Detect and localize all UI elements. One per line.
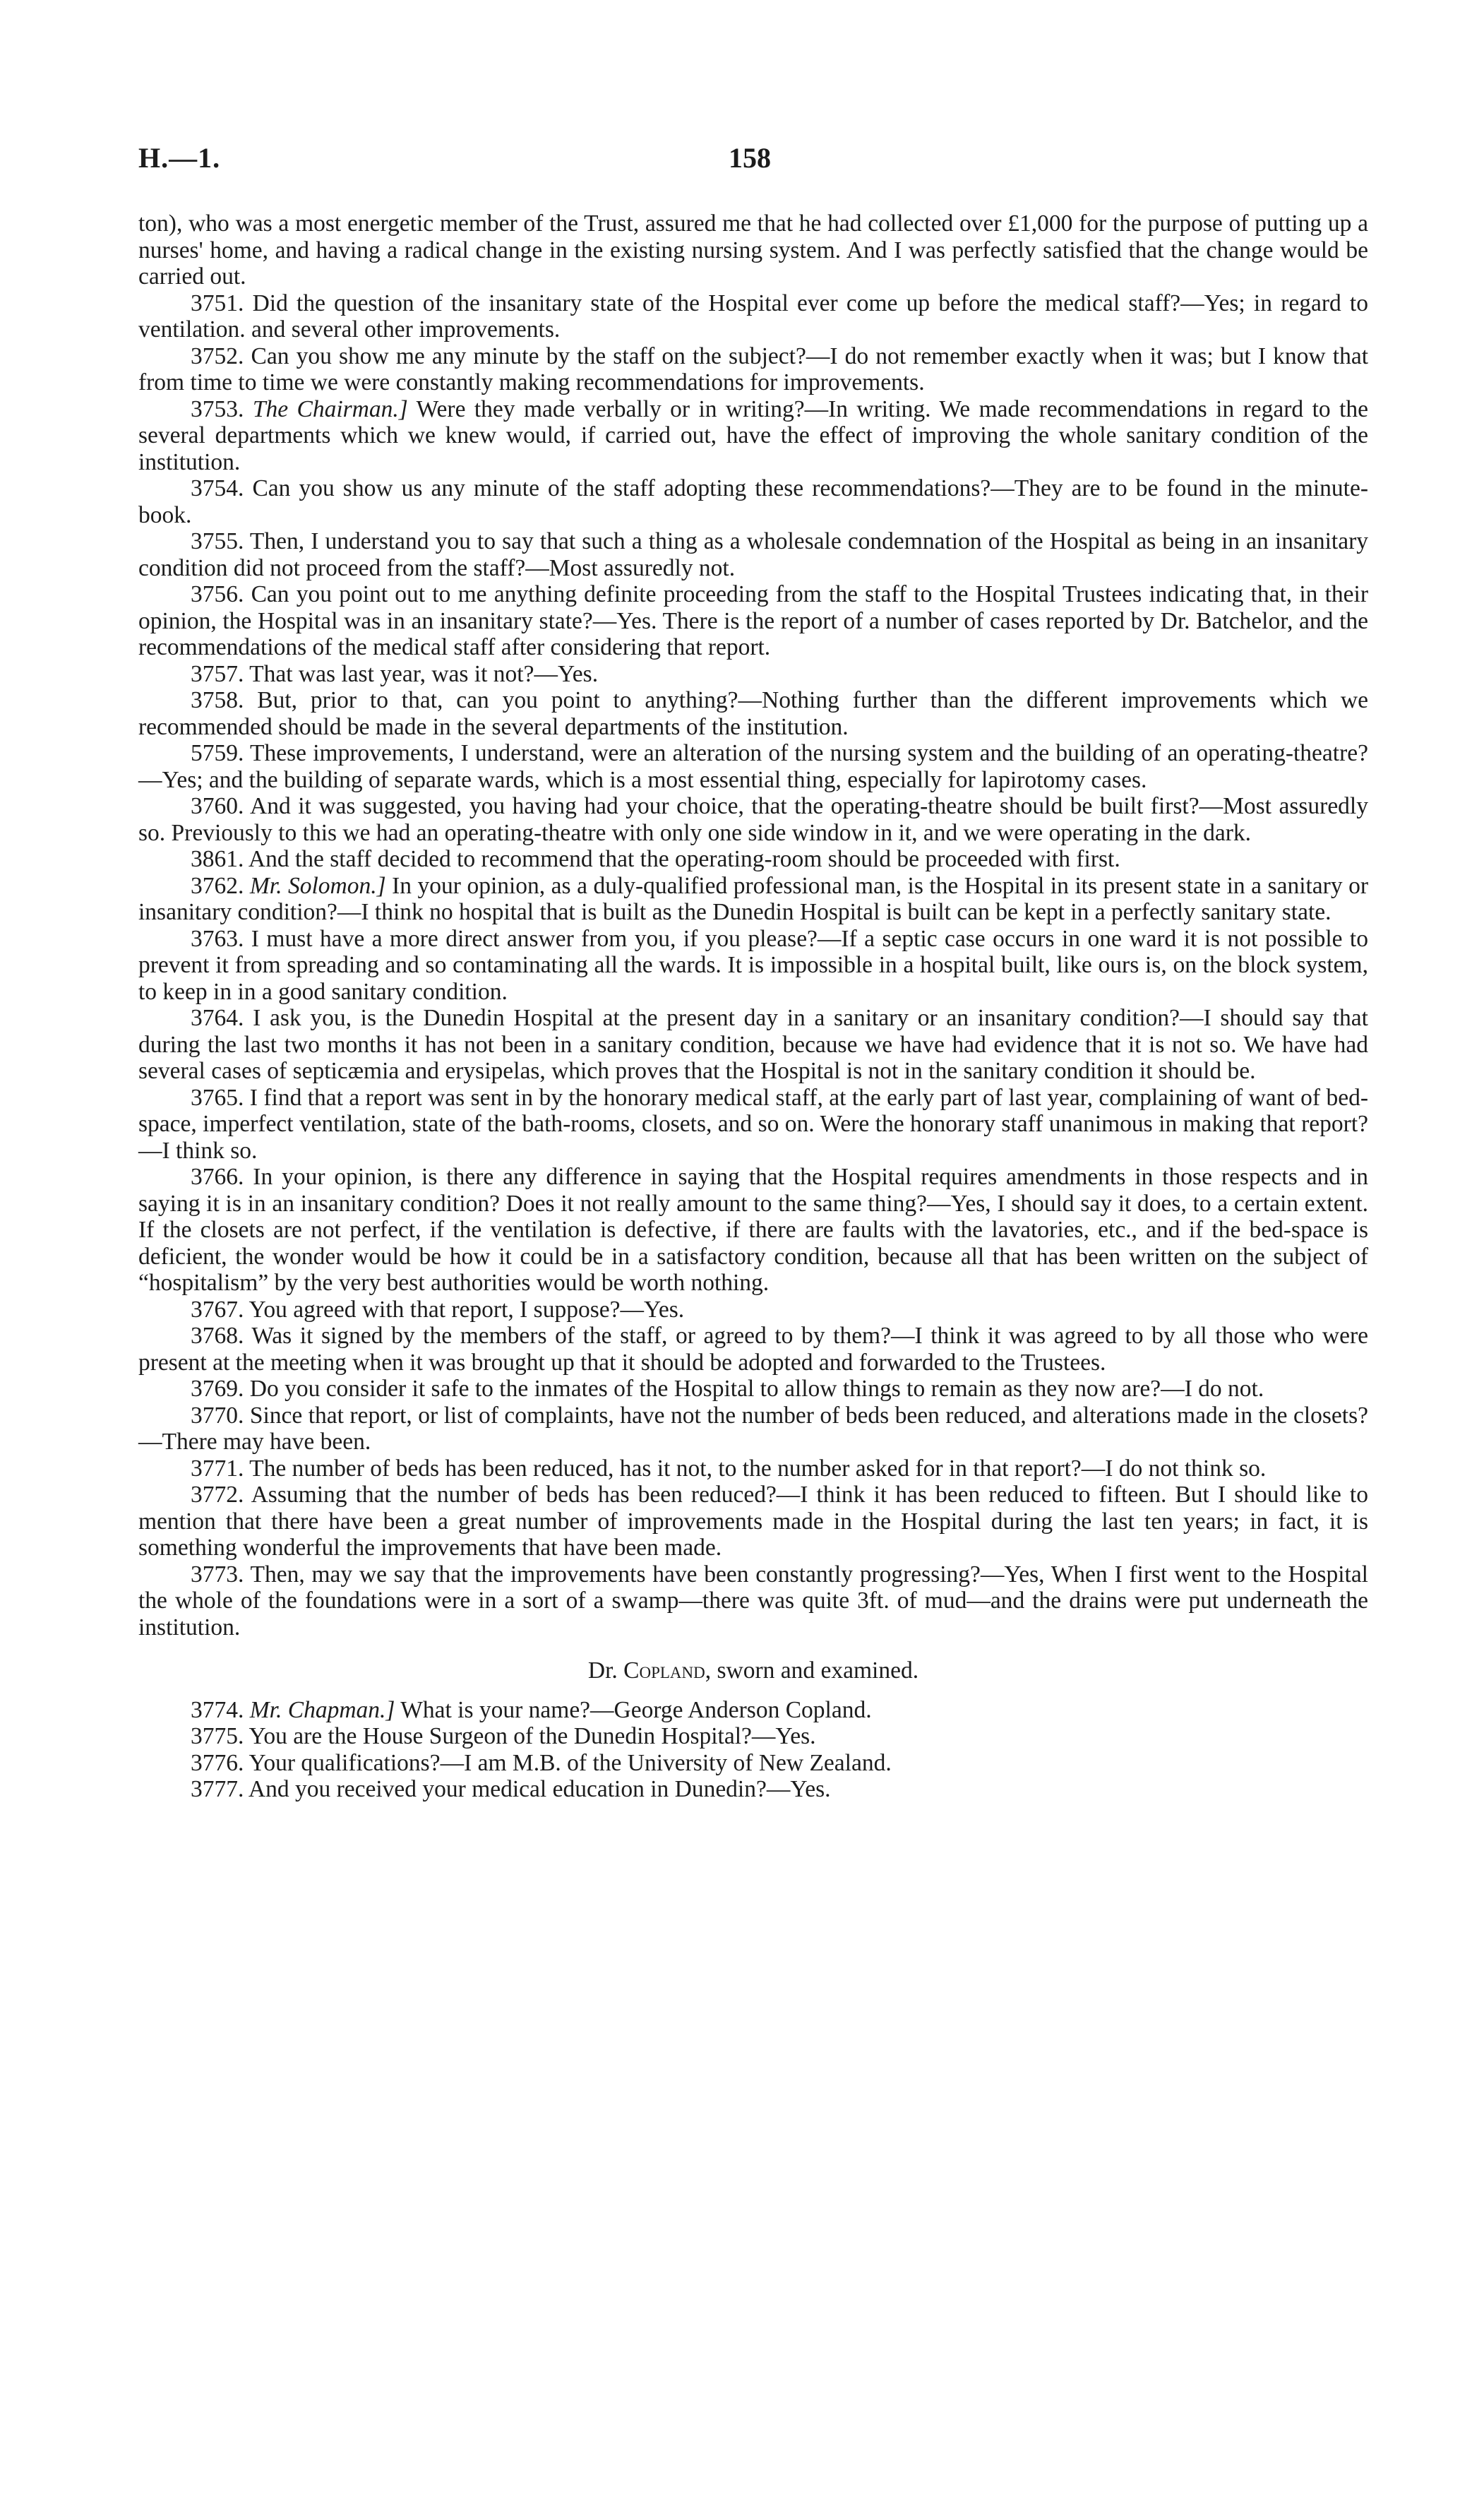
testimony-paragraph: 3763. I must have a more direct answer from you, if you please?—If a septic case occurs in one ward it is not possible to prevent it from spreading and so contaminating all the wards. It is impossible in a hospital built, like ours is, on the block system, to keep in in a good sanitary condition.	[138, 925, 1368, 1005]
testimony-paragraph: 3764. I ask you, is the Dunedin Hospital at the present day in a sanitary or an insanitary condition?—I should say that during the last two months it has not been in a sanitary condition, because we have had evidence that it is not so. We have had several cases of septicæmia and erysipelas, which proves that the Hospital is not in the sanitary condition it should be.	[138, 1005, 1368, 1084]
testimony-paragraph: 3770. Since that report, or list of complaints, have not the number of beds been reduced, and alterations made in the closets?—There may have been.	[138, 1402, 1368, 1455]
testimony-paragraph: 3861. And the staff decided to recommend that the operating-room should be proceeded with first.	[191, 846, 1120, 872]
testimony-paragraph: 3758. But, prior to that, can you point to anything?—Nothing further than the different improvements which we recommended should be made in the several departments of the institution.	[138, 687, 1368, 740]
testimony-paragraph: 3751. Did the question of the insanitary state of the Hospital ever come up before the medical staff?—Yes; in regard to ventilation. and several other improvements.	[138, 290, 1368, 343]
question-number: 3753.	[191, 395, 244, 422]
speaker-label: The Chairman.]	[252, 395, 408, 422]
testimony-paragraph: 3777. And you received your medical education in Dunedin?—Yes.	[191, 1776, 831, 1802]
testimony-paragraph: 3775. You are the House Surgeon of the Dunedin Hospital?—Yes.	[191, 1723, 816, 1749]
document-reference: H.—1.	[138, 142, 221, 174]
witness-prefix: Dr.	[587, 1657, 618, 1684]
testimony-paragraph: 3752. Can you show me any minute by the staff on the subject?—I do not remember exactly when it was; but I know that from time to time we were constantly making recommendations for improvements.	[138, 343, 1368, 395]
testimony-paragraph: 3766. In your opinion, is there any difference in saying that the Hospital requires amendments in those respects and in saying it is in an insanitary condition? Does it not really amount to the same thing?—Yes, I should say it does, to a certain extent. If the closets are not perfect, if the ventilation is defective, if there are faults with the lavatories, etc., and if the bed-space is deficient, the wonder would be how it could be in a satisfactory condition, because all that has been written on the subject of “hospitalism” by the very best authorities would be worth nothing.	[138, 1164, 1368, 1296]
question-text: Were they made verbally or in writing?—In writing. We made recommendations in regard to the several departments which we knew would, if carried out, have the effect of improving the whole sanitary condition of the institution.	[138, 395, 1369, 475]
testimony-paragraph: 3776. Your qualifications?—I am M.B. of the University of New Zealand.	[191, 1749, 892, 1776]
question-number: 3762.	[191, 872, 244, 899]
testimony-paragraph: 3768. Was it signed by the members of the staff, or agreed to by them?—I think it was agreed to by all those who were present at the meeting when it was brought up that it should be adopted and forwarded to the Trustees.	[138, 1323, 1368, 1376]
witness-name: Copland	[623, 1657, 705, 1684]
continued-paragraph: ton), who was a most energetic member of the Trust, assured me that he had collected over £1,000 for the purpose of putting up a nurses' home, and having a radical change in the existing nursing system. And I was perfectly satisfied that the change would be carried out.	[138, 210, 1368, 290]
testimony-paragraph: 3754. Can you show us any minute of the staff adopting these recommendations?—They are to be found in the minute-book.	[138, 475, 1368, 528]
witness-suffix: , sworn and examined.	[705, 1657, 919, 1684]
testimony-paragraph: 3769. Do you consider it safe to the inmates of the Hospital to allow things to remain as they now are?—I do not.	[191, 1376, 1264, 1402]
testimony-paragraph: 3765. I find that a report was sent in by the honorary medical staff, at the early part of last year, complaining of want of bed-space, imperfect ventilation, state of the bath-rooms, closets, and so on. Were the honorary staff unanimous in making that report?—I think so.	[138, 1084, 1368, 1164]
testimony-paragraph	[138, 396, 1368, 476]
testimony-paragraph: 3771. The number of beds has been reduced, has it not, to the number asked for in that report?—I do not think so.	[191, 1455, 1267, 1482]
testimony-paragraph: 3772. Assuming that the number of beds has been reduced?—I think it has been reduced to fifteen. But I should like to mention that there have been a great number of improvements made in the Hospital during the last ten years; in fact, it is something wonderful the improvements that have been made.	[138, 1482, 1368, 1561]
speaker-label: Mr. Solomon.]	[249, 872, 386, 899]
witness-heading	[138, 1657, 1368, 1684]
question-number: 3774.	[191, 1696, 244, 1723]
question-text: In your opinion, as a duly-qualified professional man, is the Hospital in its present state in a sanitary or insanitary condition?—I think no hospital that is built as the Dunedin Hospital is built can be kept in a perfectly sanitary state.	[138, 872, 1368, 925]
testimony-paragraph: 3773. Then, may we say that the improvements have been constantly progressing?—Yes, When I first went to the Hospital the whole of the foundations were in a sort of a swamp—there was quite 3ft. of mud—and the drains were put underneath the institution.	[138, 1561, 1368, 1640]
testimony-paragraph: 3757. That was last year, was it not?—Yes.	[191, 660, 599, 687]
speaker-label: Mr. Chapman.]	[249, 1696, 395, 1723]
question-text: What is your name?—George Anderson Copland.	[400, 1696, 872, 1723]
testimony-paragraph	[138, 1697, 1368, 1724]
testimony-body	[138, 210, 1368, 1803]
testimony-paragraph: 3755. Then, I understand you to say that such a thing as a wholesale condemnation of the Hospital as being in an insanitary condition did not proceed from the staff?—Most assuredly not.	[138, 528, 1368, 581]
testimony-paragraph: 3756. Can you point out to me anything definite proceeding from the staff to the Hospital Trustees indicating that, in their opinion, the Hospital was in an insanitary state?—Yes. There is the report of a number of cases reported by Dr. Batchelor, and the recommendations of the medical staff after considering that report.	[138, 581, 1368, 660]
testimony-paragraph: 5759. These improvements, I understand, were an alteration of the nursing system and the building of an operating-theatre?—Yes; and the building of separate wards, which is a most essential thing, especially for lapirotomy cases.	[138, 740, 1368, 793]
page-number: 158	[729, 142, 771, 174]
testimony-paragraph	[138, 873, 1368, 926]
testimony-paragraph: 3767. You agreed with that report, I suppose?—Yes.	[191, 1296, 685, 1323]
testimony-paragraph: 3760. And it was suggested, you having had your choice, that the operating-theatre should be built first?—Most assuredly so. Previously to this we had an operating-theatre with only one side window in it, and we were operating in the dark.	[138, 793, 1368, 846]
